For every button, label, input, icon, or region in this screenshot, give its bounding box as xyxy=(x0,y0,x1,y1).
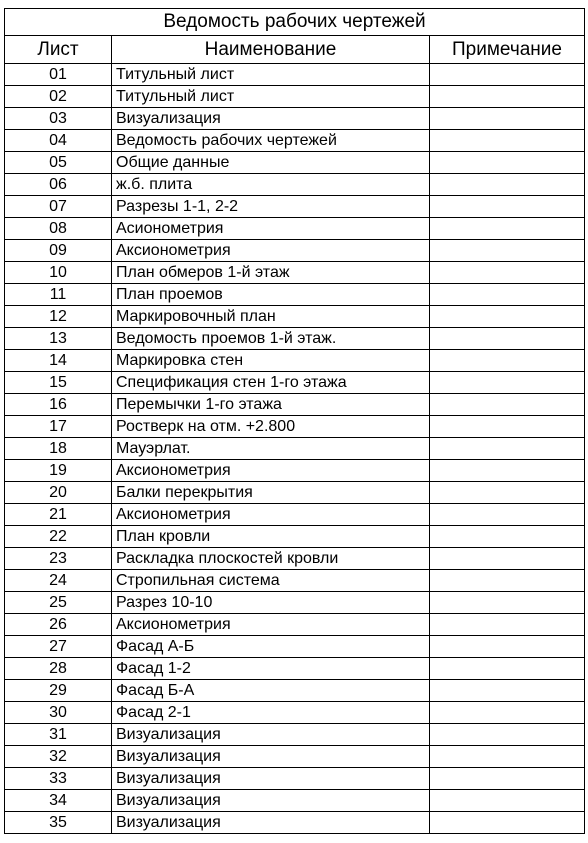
sheet-number-cell: 10 xyxy=(5,262,112,284)
sheet-number-cell: 11 xyxy=(5,284,112,306)
sheet-name-cell: Титульный лист xyxy=(112,86,430,108)
table-body xyxy=(5,64,585,834)
sheet-name-cell: Титульный лист xyxy=(112,64,430,86)
sheet-number-cell: 26 xyxy=(5,614,112,636)
sheet-note-cell xyxy=(430,636,585,658)
table-row xyxy=(5,306,585,328)
sheet-note-cell xyxy=(430,702,585,724)
sheet-name-cell: Разрез 10-10 xyxy=(112,592,430,614)
table-row xyxy=(5,592,585,614)
drawings-register-table xyxy=(4,8,585,834)
sheet-number-cell: 30 xyxy=(5,702,112,724)
table-row xyxy=(5,328,585,350)
table-title-row xyxy=(5,9,585,36)
sheet-note-cell xyxy=(430,262,585,284)
sheet-number-cell: 05 xyxy=(5,152,112,174)
table-row xyxy=(5,372,585,394)
table-row xyxy=(5,350,585,372)
sheet-name-cell: Фасад А-Б xyxy=(112,636,430,658)
sheet-number-cell: 28 xyxy=(5,658,112,680)
sheet-note-cell xyxy=(430,240,585,262)
table-row xyxy=(5,86,585,108)
sheet-note-cell xyxy=(430,196,585,218)
sheet-number-cell: 24 xyxy=(5,570,112,592)
sheet-name-cell: Стропильная система xyxy=(112,570,430,592)
sheet-number-cell: 13 xyxy=(5,328,112,350)
sheet-note-cell xyxy=(430,614,585,636)
table-row xyxy=(5,768,585,790)
sheet-name-cell: Асионометрия xyxy=(112,218,430,240)
table-row xyxy=(5,130,585,152)
sheet-number-cell: 02 xyxy=(5,86,112,108)
table-row xyxy=(5,108,585,130)
sheet-name-cell: Балки перекрытия xyxy=(112,482,430,504)
sheet-name-cell: План проемов xyxy=(112,284,430,306)
sheet-name-cell: Фасад 1-2 xyxy=(112,658,430,680)
sheet-name-cell: Аксионометрия xyxy=(112,240,430,262)
sheet-number-cell: 09 xyxy=(5,240,112,262)
sheet-note-cell xyxy=(430,592,585,614)
sheet-note-cell xyxy=(430,526,585,548)
table-row xyxy=(5,504,585,526)
sheet-name-cell: Аксионометрия xyxy=(112,460,430,482)
table-row xyxy=(5,394,585,416)
sheet-note-cell xyxy=(430,284,585,306)
sheet-note-cell xyxy=(430,768,585,790)
sheet-number-cell: 23 xyxy=(5,548,112,570)
sheet-note-cell xyxy=(430,130,585,152)
sheet-number-cell: 19 xyxy=(5,460,112,482)
sheet-note-cell xyxy=(430,658,585,680)
sheet-name-cell: Визуализация xyxy=(112,790,430,812)
sheet-note-cell xyxy=(430,746,585,768)
sheet-number-cell: 18 xyxy=(5,438,112,460)
sheet-note-cell xyxy=(430,306,585,328)
table-row xyxy=(5,240,585,262)
sheet-name-cell: Перемычки 1-го этажа xyxy=(112,394,430,416)
sheet-name-cell: Мауэрлат. xyxy=(112,438,430,460)
table-row xyxy=(5,284,585,306)
sheet-note-cell xyxy=(430,570,585,592)
column-header-sheet: Лист xyxy=(5,36,112,64)
sheet-number-cell: 22 xyxy=(5,526,112,548)
column-header-name: Наименование xyxy=(112,36,430,64)
sheet-name-cell: Спецификация стен 1-го этажа xyxy=(112,372,430,394)
table-row xyxy=(5,152,585,174)
sheet-note-cell xyxy=(430,548,585,570)
sheet-name-cell: Визуализация xyxy=(112,724,430,746)
sheet-note-cell xyxy=(430,680,585,702)
sheet-name-cell: Разрезы 1-1, 2-2 xyxy=(112,196,430,218)
table-row xyxy=(5,262,585,284)
sheet-name-cell: Визуализация xyxy=(112,768,430,790)
table-row xyxy=(5,526,585,548)
table-row xyxy=(5,680,585,702)
sheet-number-cell: 12 xyxy=(5,306,112,328)
sheet-number-cell: 14 xyxy=(5,350,112,372)
sheet-note-cell xyxy=(430,64,585,86)
sheet-note-cell xyxy=(430,350,585,372)
sheet-number-cell: 33 xyxy=(5,768,112,790)
table-row xyxy=(5,614,585,636)
table-row xyxy=(5,570,585,592)
sheet-number-cell: 29 xyxy=(5,680,112,702)
table-row xyxy=(5,482,585,504)
sheet-number-cell: 21 xyxy=(5,504,112,526)
sheet-note-cell xyxy=(430,482,585,504)
table-row xyxy=(5,218,585,240)
sheet-note-cell xyxy=(430,174,585,196)
sheet-name-cell: План обмеров 1-й этаж xyxy=(112,262,430,284)
sheet-number-cell: 25 xyxy=(5,592,112,614)
sheet-number-cell: 04 xyxy=(5,130,112,152)
table-row xyxy=(5,416,585,438)
sheet-note-cell xyxy=(430,108,585,130)
sheet-note-cell xyxy=(430,394,585,416)
sheet-note-cell xyxy=(430,724,585,746)
table-row xyxy=(5,64,585,86)
sheet-note-cell xyxy=(430,372,585,394)
sheet-note-cell xyxy=(430,460,585,482)
sheet-name-cell: План кровли xyxy=(112,526,430,548)
sheet-name-cell: ж.б. плита xyxy=(112,174,430,196)
sheet-note-cell xyxy=(430,86,585,108)
table-row xyxy=(5,460,585,482)
table-row xyxy=(5,174,585,196)
sheet-note-cell xyxy=(430,218,585,240)
sheet-number-cell: 31 xyxy=(5,724,112,746)
sheet-number-cell: 34 xyxy=(5,790,112,812)
sheet-name-cell: Ростверк на отм. +2.800 xyxy=(112,416,430,438)
sheet-name-cell: Визуализация xyxy=(112,108,430,130)
sheet-note-cell xyxy=(430,790,585,812)
sheet-name-cell: Общие данные xyxy=(112,152,430,174)
sheet-number-cell: 07 xyxy=(5,196,112,218)
sheet-note-cell xyxy=(430,504,585,526)
sheet-note-cell xyxy=(430,328,585,350)
table-row xyxy=(5,724,585,746)
table-row xyxy=(5,790,585,812)
sheet-name-cell: Ведомость проемов 1-й этаж. xyxy=(112,328,430,350)
sheet-number-cell: 27 xyxy=(5,636,112,658)
table-header-row xyxy=(5,36,585,64)
table-row xyxy=(5,702,585,724)
table-row xyxy=(5,812,585,834)
table-row xyxy=(5,658,585,680)
sheet-note-cell xyxy=(430,438,585,460)
sheet-note-cell xyxy=(430,416,585,438)
sheet-number-cell: 03 xyxy=(5,108,112,130)
sheet-number-cell: 35 xyxy=(5,812,112,834)
sheet-name-cell: Фасад Б-А xyxy=(112,680,430,702)
sheet-number-cell: 01 xyxy=(5,64,112,86)
sheet-number-cell: 08 xyxy=(5,218,112,240)
sheet-name-cell: Аксионометрия xyxy=(112,614,430,636)
table-title: Ведомость рабочих чертежей xyxy=(5,9,585,36)
sheet-name-cell: Визуализация xyxy=(112,746,430,768)
table-row xyxy=(5,196,585,218)
sheet-name-cell: Маркировочный план xyxy=(112,306,430,328)
sheet-number-cell: 17 xyxy=(5,416,112,438)
table-row xyxy=(5,746,585,768)
sheet-name-cell: Раскладка плоскостей кровли xyxy=(112,548,430,570)
sheet-name-cell: Аксионометрия xyxy=(112,504,430,526)
column-header-note: Примечание xyxy=(430,36,585,64)
sheet-note-cell xyxy=(430,152,585,174)
sheet-number-cell: 06 xyxy=(5,174,112,196)
sheet-name-cell: Визуализация xyxy=(112,812,430,834)
sheet-number-cell: 15 xyxy=(5,372,112,394)
sheet-name-cell: Фасад 2-1 xyxy=(112,702,430,724)
table-row xyxy=(5,548,585,570)
sheet-number-cell: 16 xyxy=(5,394,112,416)
sheet-name-cell: Ведомость рабочих чертежей xyxy=(112,130,430,152)
sheet-number-cell: 20 xyxy=(5,482,112,504)
sheet-name-cell: Маркировка стен xyxy=(112,350,430,372)
sheet-number-cell: 32 xyxy=(5,746,112,768)
table-row xyxy=(5,438,585,460)
sheet-note-cell xyxy=(430,812,585,834)
table-row xyxy=(5,636,585,658)
